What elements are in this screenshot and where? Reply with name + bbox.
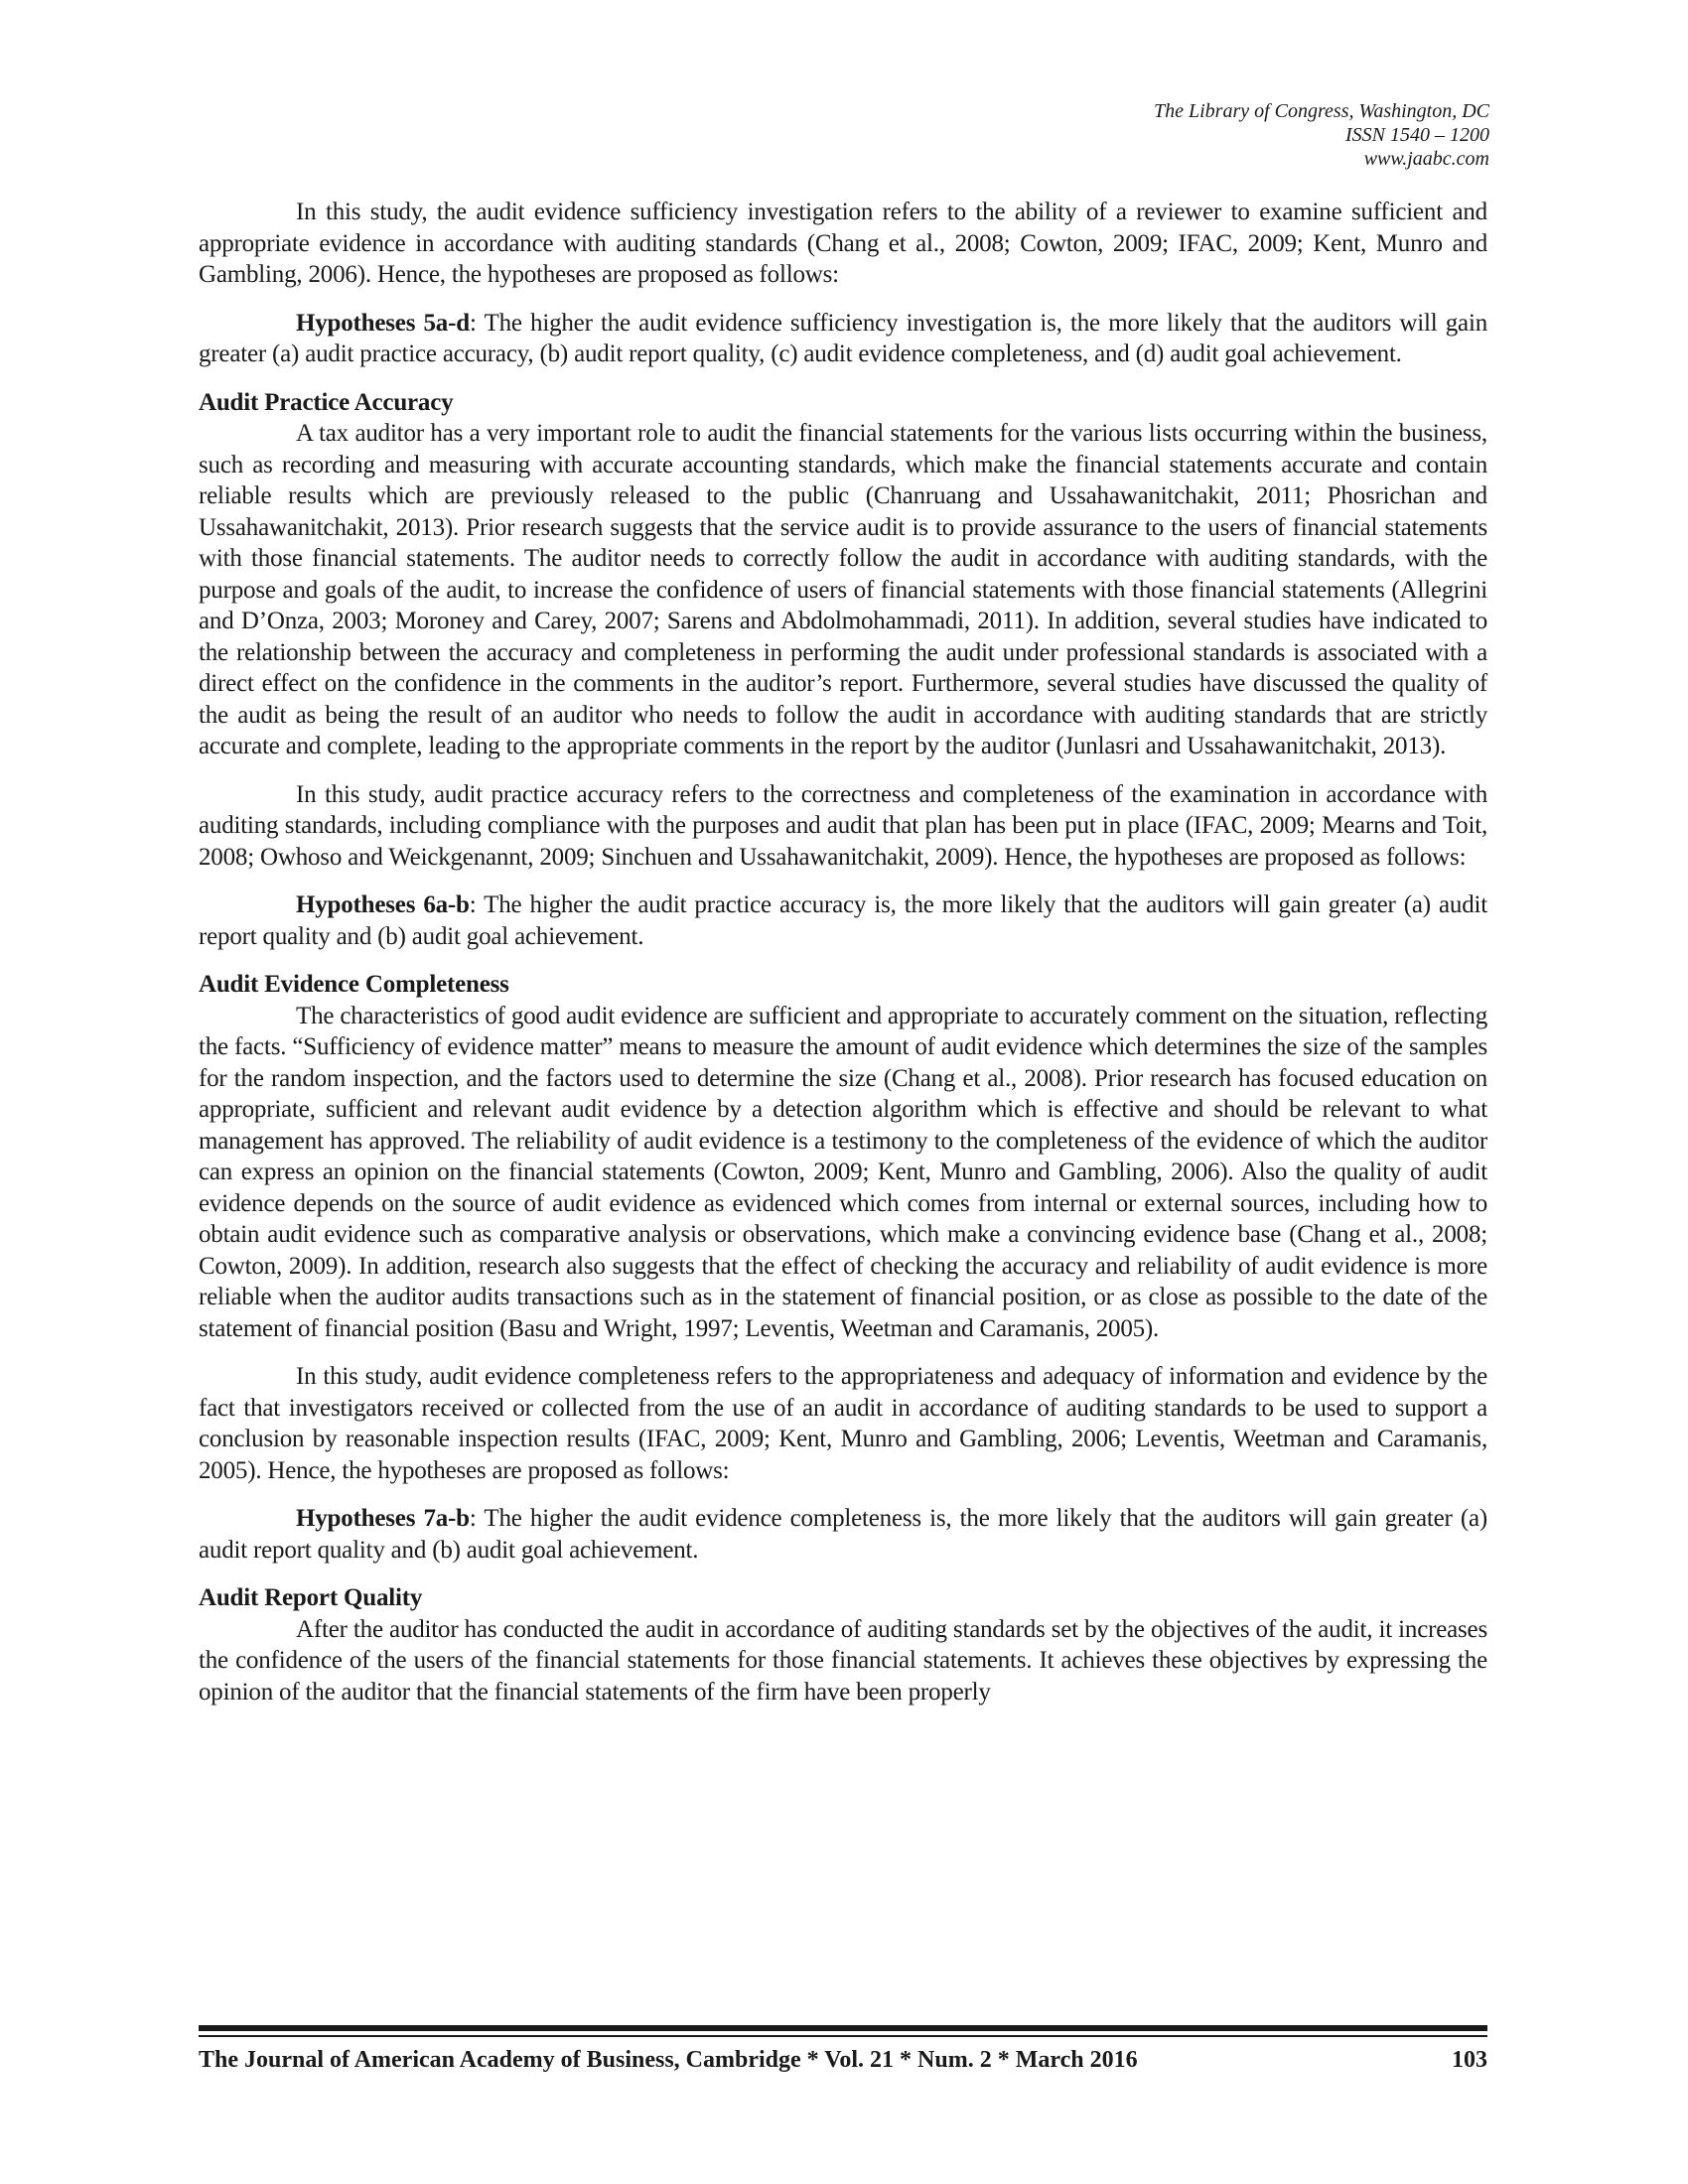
hypothesis-text: : The higher the audit evidence sufficiency investigation is, the more likely that the auditors will gain greater (a) audit practice accuracy, (b) audit report quality, (c) audit evidence completeness, and (d) audit goal achievement. [199, 309, 1487, 367]
footer-thick-rule [199, 2025, 1487, 2031]
hypothesis-7 [199, 1503, 1487, 1566]
body-paragraph: In this study, the audit evidence sufficiency investigation refers to the ability of a reviewer to examine sufficient and appropriate evidence in accordance with auditing standards (Chang et al., 2008; Cowton, 2009; IFAC, 2009; Kent, Munro and Gambling, 2006). Hence, the hypotheses are proposed as follows: [199, 199, 1487, 288]
section-heading-audit-report-quality: Audit Report Quality [199, 1584, 423, 1611]
article-body [199, 197, 1487, 1724]
body-paragraph: A tax auditor has a very important role to audit the financial statements for the various lists occurring within the business, such as recording and measuring with accurate accounting standards, which make the financial statements accurate and contain reliable results which are previously released to the public (Chanruang and Ussahawanitchakit, 2011; Phosrichan and Ussahawanitchakit, 2013). Prior research suggests that the service audit is to provide assurance to the users of financial statements with those financial statements. The auditor needs to correctly follow the audit in accordance with auditing standards, with the purpose and goals of the audit, to increase the confidence of users of financial statements with those financial statements (Allegrini and D’Onza, 2003; Moroney and Carey, 2007; Sarens and Abdolmohammadi, 2011). In addition, several studies have indicated to the relationship between the accuracy and completeness in performing the audit under professional standards is associated with a direct effect on the confidence in the comments in the auditor’s report. Furthermore, several studies have discussed the quality of the audit as being the result of an auditor who needs to follow the audit in accordance with auditing standards that are strictly accurate and complete, leading to the appropriate comments in the report by the auditor (Junlasri and Ussahawanitchakit, 2013). [199, 420, 1487, 759]
footer-journal-info: The Journal of American Academy of Business, Cambridge * Vol. 21 * Num. 2 * March 2016 [199, 2047, 1138, 2073]
section-heading-audit-evidence-completeness: Audit Evidence Completeness [199, 971, 509, 998]
header-website: www.jaabc.com [1363, 148, 1489, 170]
hypothesis-5 [199, 308, 1487, 370]
header-library: The Library of Congress, Washington, DC [1153, 100, 1489, 122]
running-header [1154, 99, 1489, 171]
hypothesis-text: : The higher the audit evidence completeness is, the more likely that the auditors will gain greater (a) audit report quality and (b) audit goal achievement. [199, 1505, 1487, 1564]
body-paragraph: The characteristics of good audit evidence are sufficient and appropriate to accurately comment on the situation, reflecting the facts. “Sufficiency of evidence matter” means to measure the amount of audit evidence which determines the size of the samples for the random inspection, and the factors used to determine the size (Chang et al., 2008). Prior research has focused education on appropriate, sufficient and relevant audit evidence by a detection algorithm which is effective and should be relevant to what management has approved. The reliability of audit evidence is a testimony to the completeness of the evidence of which the auditor can express an opinion on the financial statements (Cowton, 2009; Kent, Munro and Gambling, 2006). Also the quality of audit evidence depends on the source of audit evidence as evidenced which comes from internal or external sources, including how to obtain audit evidence such as comparative analysis or observations, which make a convincing evidence base (Chang et al., 2008; Cowton, 2009). In addition, research also suggests that the effect of checking the accuracy and reliability of audit evidence is more reliable when the auditor audits transactions such as in the statement of financial position, or as close as possible to the date of the statement of financial position (Basu and Wright, 1997; Leventis, Weetman and Caramanis, 2005). [199, 1002, 1487, 1342]
section-heading-audit-practice-accuracy: Audit Practice Accuracy [199, 388, 454, 416]
body-paragraph: In this study, audit evidence completeness refers to the appropriateness and adequacy of information and evidence by the fact that investigators received or collected from the use of an audit in accordance of auditing standards to be used to support a conclusion by reasonable inspection results (IFAC, 2009; Kent, Munro and Gambling, 2006; Leventis, Weetman and Caramanis, 2005). Hence, the hypotheses are proposed as follows: [199, 1363, 1487, 1484]
page-number: 103 [1452, 2047, 1487, 2073]
footer-thin-rule [199, 2035, 1487, 2037]
hypothesis-6 [199, 889, 1487, 952]
header-issn: ISSN 1540 – 1200 [1345, 124, 1489, 146]
hypothesis-label: Hypotheses 5a-d [296, 309, 470, 337]
body-paragraph: After the auditor has conducted the audit in accordance of auditing standards set by the objectives of the audit, it increases the confidence of the users of the financial statements for those financial statements. It achieves these objectives by expressing the opinion of the auditor that the financial statements of the firm have been properly [199, 1615, 1487, 1706]
hypothesis-text: : The higher the audit practice accuracy is, the more likely that the auditors will gain greater (a) audit report quality and (b) audit goal achievement. [199, 891, 1487, 950]
hypothesis-label: Hypotheses 7a-b [296, 1505, 470, 1532]
hypothesis-label: Hypotheses 6a-b [296, 891, 470, 918]
body-paragraph: In this study, audit practice accuracy refers to the correctness and completeness of the examination in accordance with auditing standards, including compliance with the purposes and audit that plan has been put in place (IFAC, 2009; Mearns and Toit, 2008; Owhoso and Weickgenannt, 2009; Sinchuen and Ussahawanitchakit, 2009). Hence, the hypotheses are proposed as follows: [199, 780, 1487, 871]
